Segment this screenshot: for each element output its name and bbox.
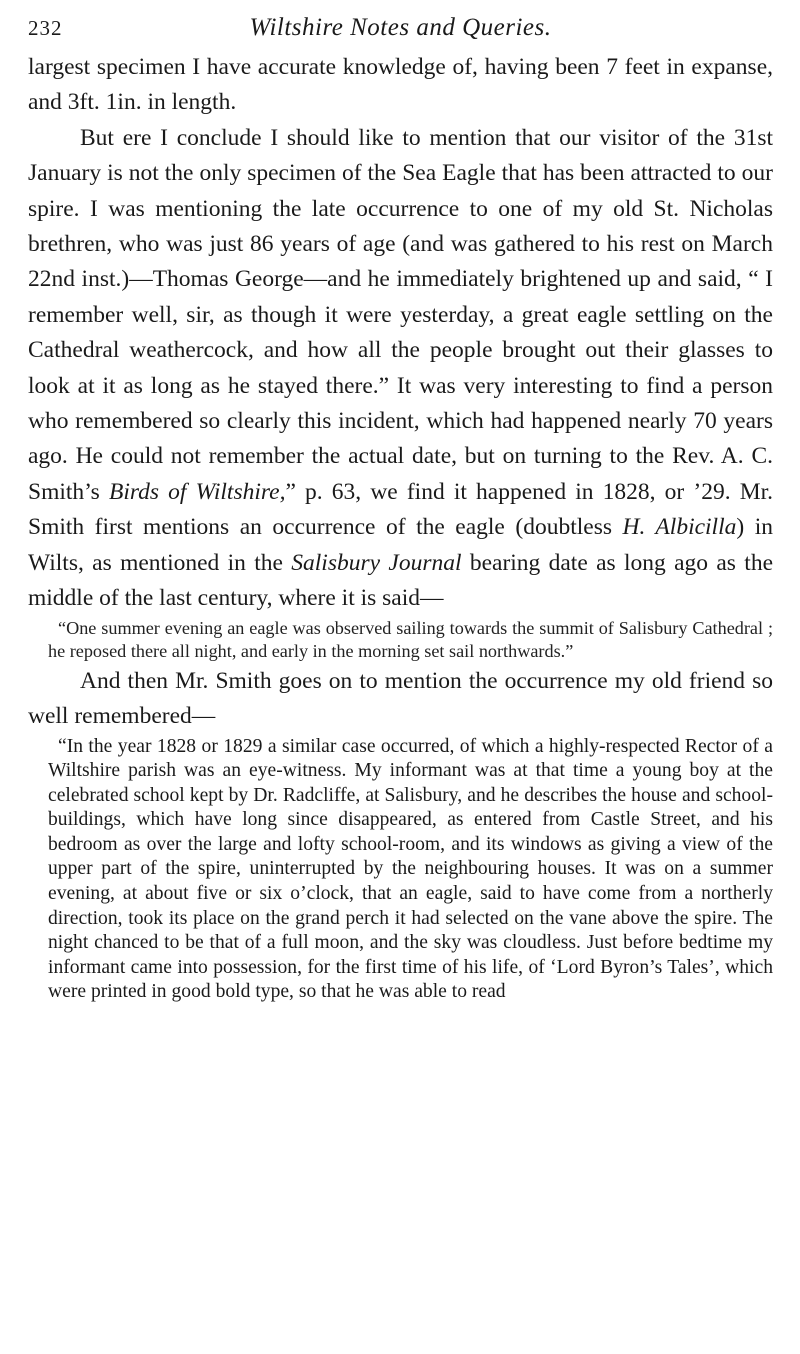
paragraph-text: ) in Wilts, as mentioned in the	[28, 514, 773, 576]
book-title-birds-of-wiltshire: Birds of Wiltshire,	[108, 478, 286, 505]
paragraph-text: bearing date as long ago as the middle of the last century, where it is said—	[28, 549, 773, 612]
newspaper-title: Salisbury Journal	[291, 549, 462, 576]
block-quote-rector: “In the year 1828 or 1829 a similar case occurred, of which a highly-respected Rector of a Wiltshire parish was an eye-witness. My informant was at that time a young boy at the celebrated school kept by Dr. Radcliffe, at Salisbury, and he describes the house and school-buildings, which have long since disappeared, as entered from Castle Street, and his bedroom as over the large and lofty school-room, and its windows as giving a view of the upper part of the spire, uninterrupted by the neighbouring houses. It was on a summer evening, at about five or six o’clock, that an eagle, said to have come from a northerly direction, took its place on the grand perch it had selected on the vane above the spire. The night chanced to be that of a full moon, and the sky was cloudless. Just before bedtime my informant came into possession, for the first time of his life, of ‘Lord Byron’s Tales’, which were printed in good bold type, so that he was able to read	[48, 735, 773, 1003]
page	[28, 10, 773, 1005]
paragraph-text: But ere I conclude I should like to mention that our visitor of the 31st January is not the only specimen of the Sea Eagle that has been attracted to our spire. I was mentioning the late occurrence to one of my old St. Nicholas brethren, who was just 86 years of age (and was gathered to his rest on March 22nd inst.)—Thomas George—and he immediately brightened up and said, “ I remember well, sir, as though it were yesterday, a great eagle settling on the Cathedral weathercock, and how all the people brought out their glasses to look at it as long as he stayed there.” It was very interesting to find a person who remembered so clearly this incident, which had happened nearly 70 years ago. He could not remember the actual date, but on turning to the Rev. A. C. Smith’s	[28, 124, 773, 505]
paragraph-text: ” p. 63, we find it happened in 1828, or ’29. Mr. Smith first mentions an occurrence of the eagle (doubtless	[28, 478, 774, 541]
paragraph-continued: largest specimen I have accurate knowledge of, having been 7 feet in expanse, and 3ft. 1in. in length.	[28, 54, 773, 116]
block-quote-journal: “One summer evening an eagle was observed sailing towards the summit of Salisbury Cathedral ; he reposed there all night, and early in the morning set sail northwards.”	[48, 617, 773, 662]
article-body	[28, 50, 773, 1005]
running-title: Wiltshire Notes and Queries.	[249, 14, 552, 41]
page-number: 232	[28, 16, 63, 40]
paragraph-then-mr-smith: And then Mr. Smith goes on to mention the occurrence my old friend so well remembered—	[28, 667, 773, 730]
species-name: H. Albicilla	[622, 514, 737, 541]
paragraph-sea-eagle	[28, 121, 773, 617]
page-header	[28, 10, 773, 44]
